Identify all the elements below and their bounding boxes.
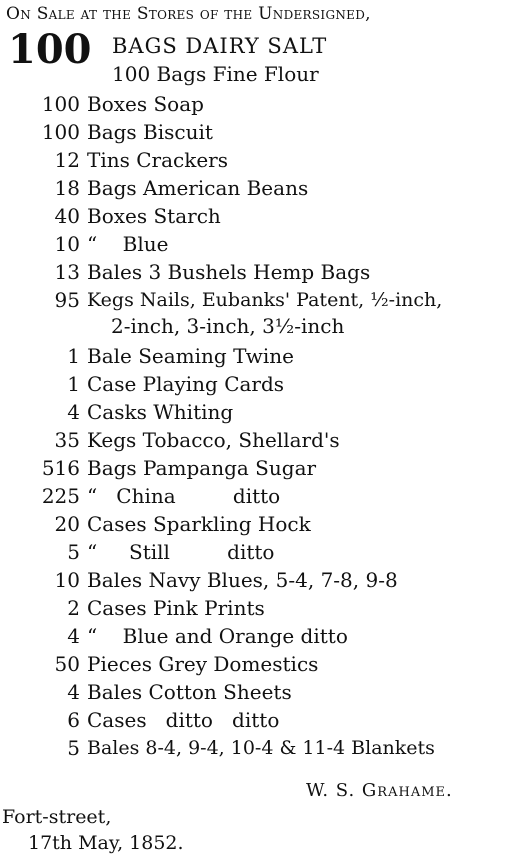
item-description: Kegs Tobacco, Shellard's xyxy=(87,428,340,452)
item-quantity: 10 xyxy=(54,232,80,256)
item-quantity: 95 xyxy=(54,288,80,312)
place-line: Fort-street, xyxy=(2,806,112,828)
item-description: Casks Whiting xyxy=(87,400,234,424)
item-quantity: 4 xyxy=(67,624,80,648)
item-quantity: 5 xyxy=(67,736,80,760)
item-quantity: 18 xyxy=(54,176,80,200)
item-quantity: 4 xyxy=(67,680,80,704)
item-description: Boxes Starch xyxy=(87,204,221,228)
item-quantity: 5 xyxy=(67,540,80,564)
item-quantity: 1 xyxy=(67,344,80,368)
item-description: Bale Seaming Twine xyxy=(87,344,294,368)
item-description: “ Blue xyxy=(87,232,169,256)
item-quantity: 100 xyxy=(41,92,80,116)
item-description: Cases Pink Prints xyxy=(87,596,265,620)
item-quantity: 1 xyxy=(67,372,80,396)
item-description: Pieces Grey Domestics xyxy=(87,652,319,676)
lead-item: BAGS DAIRY SALT xyxy=(112,34,328,58)
item-description: Bags Pampanga Sugar xyxy=(87,456,317,480)
item-quantity: 4 xyxy=(67,400,80,424)
item-description: Bales 8-4, 9-4, 10-4 & 11-4 Blankets xyxy=(87,737,435,759)
item-quantity: 13 xyxy=(54,260,80,284)
date-line: 17th May, 1852. xyxy=(28,832,184,854)
item-quantity: 6 xyxy=(67,708,80,732)
item-description: “ Still ditto xyxy=(87,540,275,564)
item-quantity: 100 xyxy=(41,120,80,144)
ad-header: On Sale at the Stores of the Undersigned, xyxy=(6,4,371,24)
item-description: “ China ditto xyxy=(87,484,281,508)
item-description: “ Blue and Orange ditto xyxy=(87,624,348,648)
item-description: Bags American Beans xyxy=(87,176,309,200)
item-description: Bales Cotton Sheets xyxy=(87,680,292,704)
item-quantity: 40 xyxy=(54,204,80,228)
item-quantity: 20 xyxy=(54,512,80,536)
item-quantity: 225 xyxy=(41,484,80,508)
signature: W. S. Grahame. xyxy=(306,780,453,801)
item-quantity: 516 xyxy=(41,456,80,480)
lead-quantity: 100 xyxy=(8,26,92,73)
item-quantity: 35 xyxy=(54,428,80,452)
item-description: Kegs Nails, Eubanks' Patent, ½-inch, xyxy=(87,289,443,311)
item-quantity: 10 xyxy=(54,568,80,592)
item-quantity: 2 xyxy=(67,596,80,620)
item-description: Bags Biscuit xyxy=(87,120,213,144)
item-description: 2-inch, 3-inch, 3½-inch xyxy=(111,314,345,338)
item-description: Bales Navy Blues, 5-4, 7-8, 9-8 xyxy=(87,568,398,592)
item-quantity: 50 xyxy=(54,652,80,676)
lead-subitem: 100 Bags Fine Flour xyxy=(112,62,319,86)
item-description: Cases Sparkling Hock xyxy=(87,512,311,536)
item-description: Boxes Soap xyxy=(87,92,204,116)
item-description: Tins Crackers xyxy=(87,148,229,172)
item-description: Case Playing Cards xyxy=(87,372,285,396)
item-description: Cases ditto ditto xyxy=(87,708,280,732)
item-quantity: 12 xyxy=(54,148,80,172)
item-description: Bales 3 Bushels Hemp Bags xyxy=(87,260,371,284)
